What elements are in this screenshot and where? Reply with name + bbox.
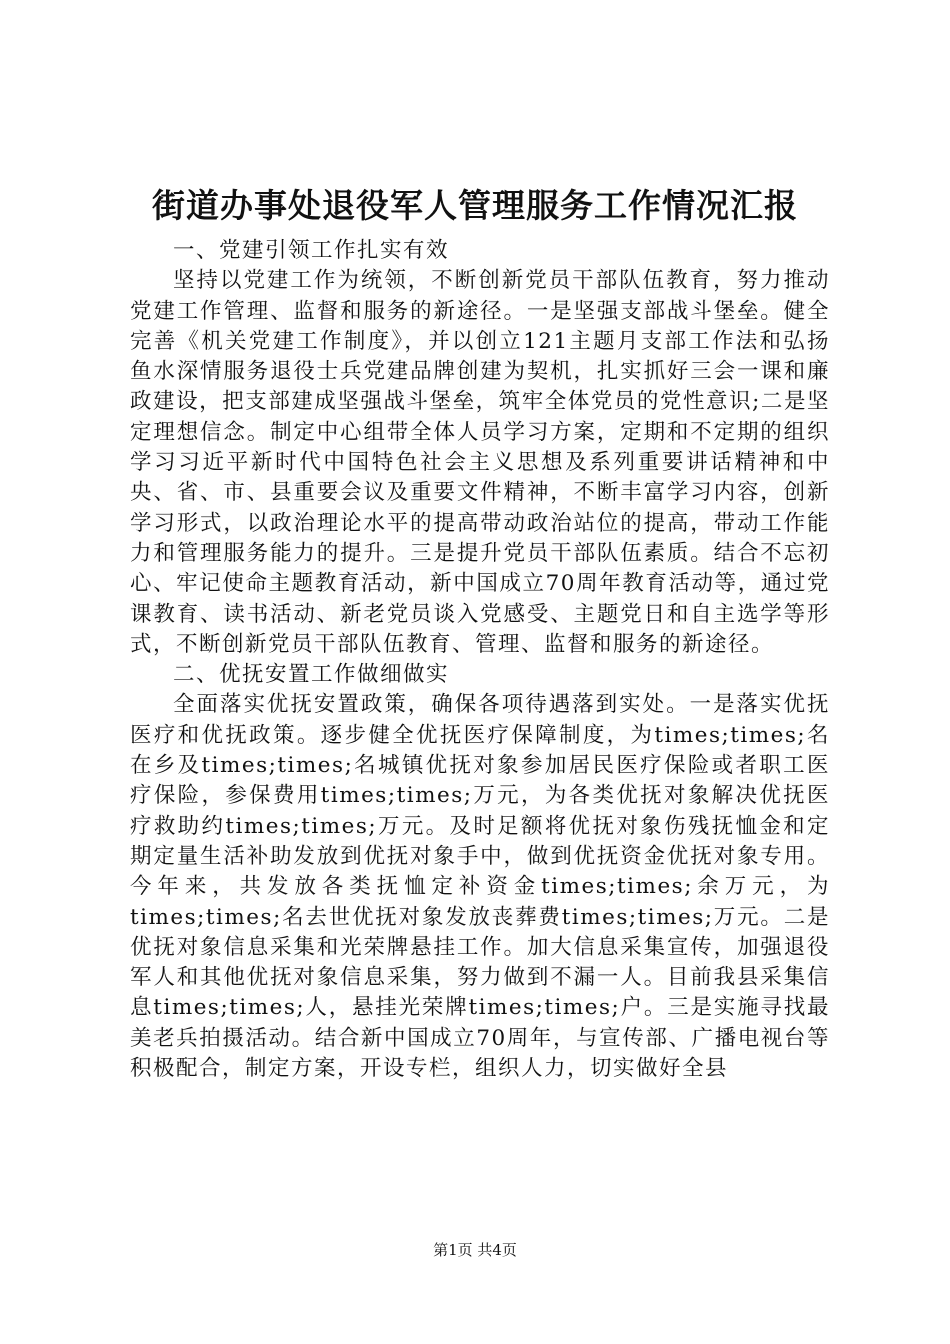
document-title: 街道办事处退役军人管理服务工作情况汇报: [152, 186, 798, 225]
document-body: [130, 236, 830, 1084]
section-heading-2: 二、优抚安置工作做细做实: [173, 662, 450, 688]
section-paragraph-1: 坚持以党建工作为统领，不断创新党员干部队伍教育，努力推动党建工作管理、监督和服务的新途径。一是坚强支部战斗堡垒。健全完善《机关党建工作制度》，并以创立121主题月支部工作法和弘扬鱼水深情服务退役士兵党建品牌创建为契机，扎实抓好三会一课和廉政建设，把支部建成坚强战斗堡垒，筑牢全体党员的党性意识;二是坚定理想信念。制定中心组带全体人员学习方案，定期和不定期的组织学习习近平新时代中国特色社会主义思想及系列重要讲话精神和中央、省、市、县重要会议及重要文件精神，不断丰富学习内容，创新学习形式，以政治理论水平的提高带动政治站位的提高，带动工作能力和管理服务能力的提升。三是提升党员干部队伍素质。结合不忘初心、牢记使命主题教育活动，新中国成立70周年教育活动等，通过党课教育、读书活动、新老党员谈入党感受、主题党日和自主选学等形式，不断创新党员干部队伍教育、管理、监督和服务的新途径。: [130, 268, 830, 657]
page-footer: 第1页 共4页: [433, 1241, 517, 1259]
section-heading-1: 一、党建引领工作扎实有效: [173, 238, 450, 263]
section-paragraph-2: 全面落实优抚安置政策，确保各项待遇落到实处。一是落实优抚医疗和优抚政策。逐步健全优抚医疗保障制度，为times;times;名在乡及times;times;名城镇优抚对象参加居民医疗保险或者职工医疗保险，参保费用times;times;万元，为各类优抚对象解决优抚医疗救助约times;times;万元。及时足额将优抚对象伤残抚恤金和定期定量生活补助发放到优抚对象手中，做到优抚资金优抚对象专用。今年来，共发放各类抚恤定补资金times;times;余万元，为times;times;名去世优抚对象发放丧葬费times;times;万元。二是优抚对象信息采集和光荣牌悬挂工作。加大信息采集宣传，加强退役军人和其他优抚对象信息采集，努力做到不漏一人。目前我县采集信息times;times;人，悬挂光荣牌times;times;户。三是实施寻找最美老兵拍摄活动。结合新中国成立70周年，与宣传部、广播电视台等积极配合，制定方案，开设专栏，组织人力，切实做好全县: [130, 692, 830, 1082]
